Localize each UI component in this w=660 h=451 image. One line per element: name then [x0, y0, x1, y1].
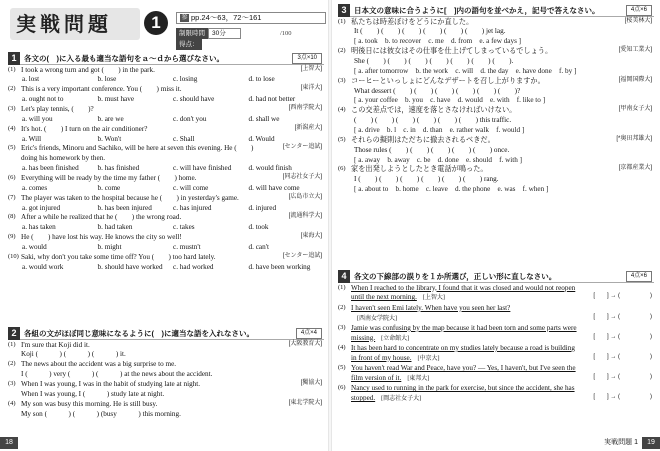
answer-line[interactable]: I ( ) ( ) ( ) ( ) ( ) ( ) rang.: [354, 175, 499, 184]
source-label: [京都産業大]: [618, 165, 652, 172]
answer-line[interactable]: ( ) ( ) ( ) ( ) ( ) ( ) this traffic.: [354, 116, 512, 125]
choice-row: [8, 184, 324, 193]
source-label: [岡志社女子大]: [381, 396, 422, 403]
section-instruction: 各組の文がほぼ同じ意味になるように( )に適当な語を入れなさい。: [24, 329, 254, 338]
source-label: [東海大]: [300, 233, 322, 240]
answer-choice[interactable]: b. Won't: [97, 134, 122, 143]
question-list: [8, 341, 324, 419]
question-item: [8, 341, 324, 350]
underlined-sentence: Nancy used to running in the park for exercise, but since the accident, she has: [351, 384, 575, 393]
question-sentence-a: My son was busy this morning. He is still busy.: [21, 399, 158, 408]
choice-row: [8, 95, 324, 104]
question-text: It's hot. ( ) I turn on the air conditioner?: [21, 124, 148, 133]
question-item: [8, 253, 324, 262]
answer-line[interactable]: It ( ) ( ) ( ) ( ) ( ) ( ) jet lag.: [354, 27, 506, 36]
question-number: (6): [338, 165, 346, 173]
correction-answer[interactable]: [ ] → ( ): [593, 333, 652, 340]
question-number: (7): [8, 193, 16, 201]
page-title: 実戦問題: [16, 14, 112, 36]
source-label: [広島市立大]: [288, 193, 322, 200]
question-number: (1): [8, 65, 16, 73]
points-badge: 4点×4: [296, 328, 322, 339]
answer-choice[interactable]: a. will you: [22, 114, 53, 123]
answer-choice[interactable]: b. might: [97, 242, 122, 251]
source-label: [中京大]: [417, 355, 440, 362]
question-number: (4): [8, 399, 16, 407]
question-number: (1): [338, 283, 346, 291]
question-sentence-b[interactable]: Koji ( ) ( ) ( ) it.: [21, 350, 126, 359]
answer-choice[interactable]: b. had taken: [97, 223, 133, 232]
answer-choice[interactable]: c. will have finished: [173, 164, 232, 173]
correction-answer[interactable]: [ ] → ( ): [593, 373, 652, 380]
correction-answer[interactable]: [ ] → ( ): [593, 353, 652, 360]
question-sentence-b[interactable]: I ( ) very ( ) ( ) at the news about the accident.: [21, 370, 213, 379]
question-item: [338, 18, 654, 27]
question-list: [338, 284, 654, 404]
question-text: Saki, why don't you take some time off? You ( ) too hard lately.: [21, 252, 216, 261]
title-box: [10, 8, 140, 40]
choice-row: [8, 204, 324, 213]
question-item: [8, 105, 324, 114]
score-total: /100: [280, 30, 292, 37]
correction-answer[interactable]: [ ] → ( ): [593, 293, 652, 300]
answer-choice[interactable]: b. must have: [97, 95, 135, 104]
source-label: [同志社女子大]: [282, 173, 322, 180]
question-number: (3): [8, 104, 16, 112]
source-label: [西南学院大]: [288, 104, 322, 111]
question-number: (3): [338, 323, 346, 331]
question-item: [338, 304, 654, 313]
answer-choice[interactable]: d. Would: [248, 134, 275, 143]
source-label: [東邦大]: [407, 375, 430, 382]
question-sentence-b[interactable]: My son ( ) ( ) (busy ) this morning.: [21, 409, 181, 418]
source-label: [獨協大]: [300, 379, 322, 386]
question-item: [8, 360, 324, 369]
choice-row: [8, 115, 324, 124]
source-label: [福岡国際大]: [618, 76, 652, 83]
sentence-continued: [338, 374, 654, 384]
choice-row: [8, 243, 324, 252]
question-item: [338, 106, 654, 115]
question-number: (2): [338, 303, 346, 311]
answer-line[interactable]: Those rules ( ) ( ) ( ) ( ) ( ) once.: [354, 145, 510, 154]
choice-row: [8, 263, 324, 272]
question-number: (2): [8, 360, 16, 368]
answer-choice[interactable]: a. comes: [22, 183, 48, 192]
answer-choice[interactable]: c. mustn't: [173, 242, 201, 251]
question-number: (4): [338, 343, 346, 351]
question-item: [8, 125, 324, 134]
question-text: I took a wrong turn and got ( ) in the park.: [21, 65, 155, 74]
answer-choice[interactable]: b. has finished: [97, 164, 140, 173]
reference-text: pp.24～63，72～161: [191, 13, 262, 22]
answer-choice[interactable]: a. would: [22, 242, 47, 251]
source-label: [流通科学大]: [288, 213, 322, 220]
sentence-continued: [338, 354, 654, 364]
correction-answer[interactable]: [ ] → ( ): [593, 313, 652, 320]
section-2-heading: [8, 327, 324, 340]
source-label: [センター追試]: [282, 252, 322, 259]
word-options: [ a. after tomorrow b. the work c. will d. the day e. have done f. by ]: [354, 66, 577, 75]
answer-choice[interactable]: c. should have: [173, 95, 215, 104]
question-number: (6): [338, 384, 346, 392]
japanese-sentence: 明後日には彼女はその仕事を仕上げてしまっているでしょう。: [351, 47, 553, 56]
question-number: (1): [338, 17, 346, 25]
question-item: [338, 344, 654, 353]
question-item: [8, 66, 324, 75]
section-number: 3: [338, 4, 350, 17]
answer-choice[interactable]: c. has injured: [173, 203, 212, 212]
section-instruction: 各文の下線部の誤りを１か所選び，正しい形に直しなさい。: [354, 272, 557, 281]
question-item: [8, 174, 324, 183]
question-item: [338, 47, 654, 56]
answer-choice[interactable]: b. lose: [97, 75, 117, 84]
source-label: [桜美林大]: [624, 17, 652, 24]
japanese-sentence: 家を出発しようとしたとき電話が鳴った。: [351, 165, 488, 174]
sentence-continued-text: missing.: [351, 333, 376, 342]
section-1: [8, 52, 324, 272]
time-limit: [176, 28, 266, 48]
answer-choice[interactable]: d. to lose: [248, 75, 275, 84]
sentence-continued-text: until the next morning.: [351, 293, 417, 302]
answer-choice[interactable]: d. took: [248, 223, 269, 232]
underlined-sentence: Jamie was confusing by the map because it had been torn and some parts were: [351, 323, 577, 332]
question-number: (3): [338, 76, 346, 84]
source-label: [センター追試]: [282, 144, 322, 151]
section-3: [338, 4, 654, 194]
section-4: [338, 270, 654, 404]
question-item: [338, 77, 654, 86]
sentence-continued-text: film version of it.: [351, 373, 402, 382]
question-number: (6): [8, 173, 16, 181]
source-label: [大阪教育大]: [288, 340, 322, 347]
question-text: Eric's friends, Minoru and Sachiko, will be here at seven this evening. He ( ): [21, 144, 254, 153]
question-item: [338, 165, 654, 174]
section-number: 4: [338, 270, 350, 283]
word-options: [ a. took b. to recover c. me d. from e. a few days ]: [354, 37, 522, 46]
section-instruction: 各文の( )に入る最も適当な語句をａ～ｄから選びなさい。: [24, 54, 224, 63]
score-label: 得点：: [176, 39, 202, 50]
source-label: [愛知工業大]: [618, 47, 652, 54]
answer-choice[interactable]: d. can't: [248, 242, 269, 251]
sentence-continued: [338, 394, 654, 404]
section-2: [8, 327, 324, 419]
right-page: [330, 0, 660, 451]
section-number: 2: [8, 327, 20, 340]
question-item: [8, 233, 324, 242]
underlined-sentence: It has been hard to concentrate on my studies lately because a road is building: [351, 343, 575, 352]
question-list: [338, 18, 654, 195]
answer-choice[interactable]: a. would work: [22, 262, 64, 271]
reference-icon: 参: [181, 15, 188, 22]
answer-choice[interactable]: a. lost: [22, 75, 40, 84]
answer-choice[interactable]: d. had not better: [248, 95, 296, 104]
answer-choice[interactable]: c. had worked: [173, 262, 214, 271]
choice-row: [8, 75, 324, 84]
answer-line[interactable]: She ( ) ( ) ( ) ( ) ( ) ( ) ( ).: [354, 56, 514, 65]
japanese-sentence: 私たちは時差ぼけをどうにか直した。: [351, 17, 474, 26]
question-number: (1): [8, 340, 16, 348]
page-reference: [176, 12, 326, 24]
time-limit-value: 30分: [208, 28, 241, 39]
question-number: (5): [338, 135, 346, 143]
answer-choice[interactable]: a. got injured: [22, 203, 61, 212]
section-instruction: 日本文の意味に合うように[ ]内の語句を並べかえ，記号で答えなさい。: [354, 6, 600, 15]
page-number-right: 19: [642, 437, 660, 449]
question-list: [8, 66, 324, 273]
section-3-heading: [338, 4, 654, 17]
answer-choice[interactable]: d. will have come: [248, 183, 300, 192]
question-text: The player was taken to the hospital because he ( ) in yesterday's game.: [21, 193, 239, 202]
question-number: (2): [8, 85, 16, 93]
choice-row: [8, 164, 324, 173]
word-options: [ a. your coffee b. you c. have d. would e. with f. like to ]: [354, 96, 546, 105]
question-item: [338, 284, 654, 293]
source-label: [*奥田邦雄大]: [616, 135, 652, 142]
question-number: (4): [8, 124, 16, 132]
question-sentence-a: When I was young, I was in the habit of studying late at night.: [21, 379, 201, 388]
question-sentence-a: I'm sure that Koji did it.: [21, 340, 90, 349]
question-item: [8, 144, 324, 153]
answer-choice[interactable]: c. Shall: [173, 134, 195, 143]
answer-choice[interactable]: a. has taken: [22, 223, 56, 232]
sentence-continued: [338, 293, 654, 303]
word-options: [ a. away b. away c. be d. done e. should f. with ]: [354, 155, 523, 164]
answer-choice[interactable]: b. has been injured: [97, 203, 152, 212]
underlined-sentence: You haven't read War and Peace, have you? — Yes, I haven't, but I've seen the: [351, 364, 576, 373]
question-text: Everything will be ready by the time my father ( ) home.: [21, 173, 197, 182]
points-badge: 3点×10: [292, 53, 322, 64]
exercise-header: [10, 8, 320, 48]
source-label: [東洋大]: [300, 85, 322, 92]
question-sentence-a: The news about the accident was a big surprise to me.: [21, 360, 177, 369]
question-item: [8, 85, 324, 94]
sentence-continued: [338, 334, 654, 344]
answer-line[interactable]: What dessert ( ) ( ) ( ) ( ) ( ) ( )?: [354, 86, 521, 95]
answer-choice[interactable]: a. ought not to: [22, 95, 64, 104]
question-text: Let's play tennis, ( )?: [21, 104, 94, 113]
question-item: [338, 324, 654, 333]
question-item: [338, 136, 654, 145]
question-number: (2): [338, 47, 346, 55]
question-item: [8, 213, 324, 222]
question-number: (9): [8, 233, 16, 241]
question-text: This is a very important conference. You ( ) miss it.: [21, 85, 182, 94]
japanese-sentence: この交差点では，速度を落とさなければいけない。: [351, 106, 517, 115]
time-limit-label: 制限時間: [176, 28, 208, 39]
question-number: (10): [8, 252, 19, 260]
question-sentence-b[interactable]: When I was young, I ( ) study late at night.: [21, 389, 165, 398]
question-number: (3): [8, 379, 16, 387]
source-label: [立命館大]: [381, 335, 410, 342]
answer-choice[interactable]: d. would finish: [248, 164, 292, 173]
source-label: [東北学院大]: [288, 399, 322, 406]
word-options: [ a. about to b. home c. leave d. the phone e. was f. when ]: [354, 185, 549, 194]
answer-choice[interactable]: b. come: [97, 183, 121, 192]
answer-choice[interactable]: c. don't you: [173, 114, 207, 123]
answer-choice[interactable]: b. should have worked: [97, 262, 163, 271]
answer-choice[interactable]: b. are we: [97, 114, 124, 123]
points-badge: 4点×6: [626, 5, 652, 16]
section-1-heading: [8, 52, 324, 65]
answer-choice[interactable]: c. takes: [173, 223, 195, 232]
question-item: [8, 400, 324, 409]
question-text: He ( ) have lost his way. He knows the city so well!: [21, 233, 182, 242]
answer-choice[interactable]: d. injured: [248, 203, 277, 212]
exercise-number-badge: 1: [144, 11, 168, 35]
question-number: (4): [338, 106, 346, 114]
points-badge: 4点×6: [626, 271, 652, 282]
question-item: [8, 194, 324, 203]
choice-row: [8, 223, 324, 232]
question-item: [338, 384, 654, 393]
source-label: [上智大]: [300, 65, 322, 72]
sentence-continued-text: in front of my house.: [351, 353, 412, 362]
question-item: [8, 380, 324, 389]
question-number: (5): [8, 144, 16, 152]
japanese-sentence: それらの擬則はただちに撤去されるべきだ。: [351, 135, 495, 144]
source-label: [上智大]: [422, 295, 445, 302]
source-label: [西南女学院大]: [357, 315, 397, 322]
page-number-left: 18: [0, 437, 18, 449]
choice-row: [8, 135, 324, 144]
japanese-sentence: コーヒーといっしょにどんなデザートを召し上がりますか。: [351, 76, 545, 85]
question-number: (8): [8, 213, 16, 221]
answer-choice[interactable]: c. losing: [173, 75, 198, 84]
question-text: After a while he realized that he ( ) the wrong road.: [21, 213, 182, 222]
answer-choice[interactable]: a. Will: [22, 134, 42, 143]
section-number: 1: [8, 52, 20, 65]
answer-choice[interactable]: a. has been finished: [22, 164, 79, 173]
question-number: (5): [338, 364, 346, 372]
source-label: [甲南女子大]: [618, 106, 652, 113]
section-4-heading: [338, 270, 654, 283]
footer-label: 実戦問題 1: [604, 439, 638, 446]
underlined-sentence: When I reached to the library, I found that it was closed and would not reopen: [351, 283, 576, 292]
sentence-continued-text: stopped.: [351, 394, 376, 403]
question-text-continued: doing his homework by then.: [21, 154, 106, 163]
answer-choice[interactable]: d. have been working: [248, 262, 311, 271]
correction-answer[interactable]: [ ] → ( ): [593, 394, 652, 401]
underlined-sentence: I haven't seen Emi lately. When have you seen her last?: [351, 303, 511, 312]
word-options: [ a. drive b. l c. in d. than e. rather walk f. would ]: [354, 125, 525, 134]
answer-choice[interactable]: c. will come: [173, 183, 209, 192]
source-label: [新潟産大]: [294, 124, 322, 131]
answer-choice[interactable]: d. shall we: [248, 114, 280, 123]
sentence-continued: [338, 314, 654, 324]
question-item: [338, 364, 654, 373]
